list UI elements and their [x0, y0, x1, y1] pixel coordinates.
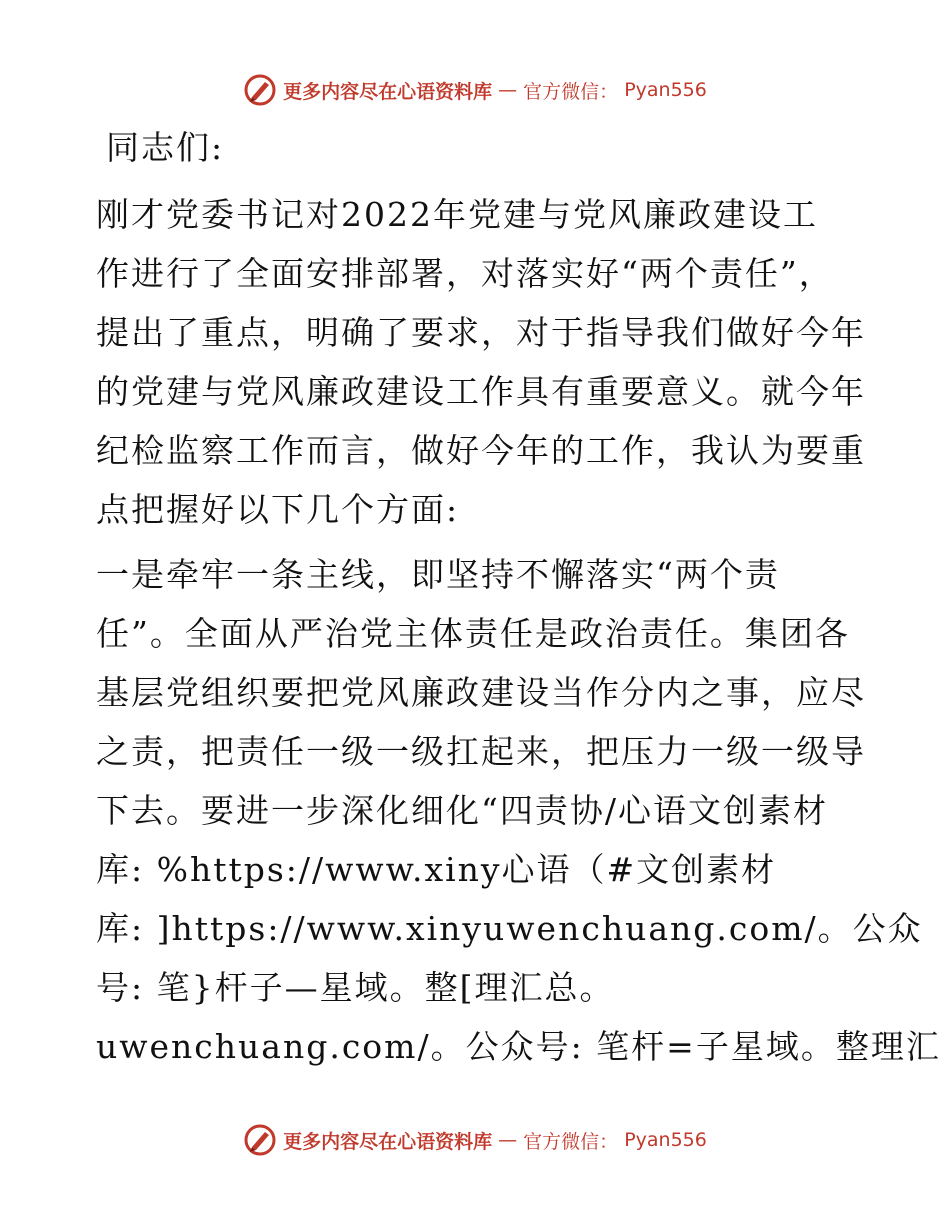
banner-separator: — [498, 79, 518, 101]
document-body [96, 118, 941, 1076]
pen-logo-icon [243, 73, 277, 107]
text-line: 纪检监察工作而言，做好今年的工作，我认为要重 [96, 431, 866, 470]
text-line: 任”。全面从严治党主体责任是政治责任。集团各 [96, 614, 850, 653]
salutation: 同志们: [106, 128, 225, 167]
text-line: 作进行了全面安排部署，对落实好“两个责任”， [96, 254, 834, 293]
text-line: uwenchuang.com/。公众号: 笔杆=子星域。整理汇 [96, 1027, 941, 1066]
banner-wechat-label: 官方微信： [523, 80, 619, 103]
banner-main-text: 更多内容尽在心语资料库 [283, 1130, 493, 1153]
pen-logo-icon [243, 1123, 277, 1157]
text-line: 提出了重点，明确了要求，对于指导我们做好今年 [96, 313, 866, 352]
text-line: 刚才党委书记对2022年党建与党风廉政建设工 [96, 195, 818, 234]
banner-separator: — [498, 1129, 518, 1151]
banner-main-text: 更多内容尽在心语资料库 [283, 80, 493, 103]
paragraph-2 [96, 545, 941, 1076]
text-line: 点把握好以下几个方面: [96, 490, 460, 529]
footer-banner [0, 1120, 950, 1160]
banner-wechat-id: Pyan556 [624, 79, 707, 101]
text-line: 之责，把责任一级一级扛起来，把压力一级一级导 [96, 732, 866, 771]
text-line: 号: 笔}杆子—星域。整[理汇总。 [96, 968, 615, 1007]
text-line: 库: %https://www.xiny心语（#文创素材 [96, 850, 777, 889]
text-line: 基层党组织要把党风廉政建设当作分内之事，应尽 [96, 673, 866, 712]
text-line: 库: ]https://www.xinyuwenchuang.com/。公众 [96, 909, 923, 948]
paragraph-1 [96, 185, 866, 539]
banner-wechat-label: 官方微信： [523, 1130, 619, 1153]
text-line: 一是牵牢一条主线，即坚持不懈落实“两个责 [96, 555, 780, 594]
header-banner [0, 70, 950, 110]
text-line: 下去。要进一步深化细化“四责协/心语文创素材 [96, 791, 828, 830]
text-line: 的党建与党风廉政建设工作具有重要意义。就今年 [96, 372, 866, 411]
banner-wechat-id: Pyan556 [624, 1129, 707, 1151]
